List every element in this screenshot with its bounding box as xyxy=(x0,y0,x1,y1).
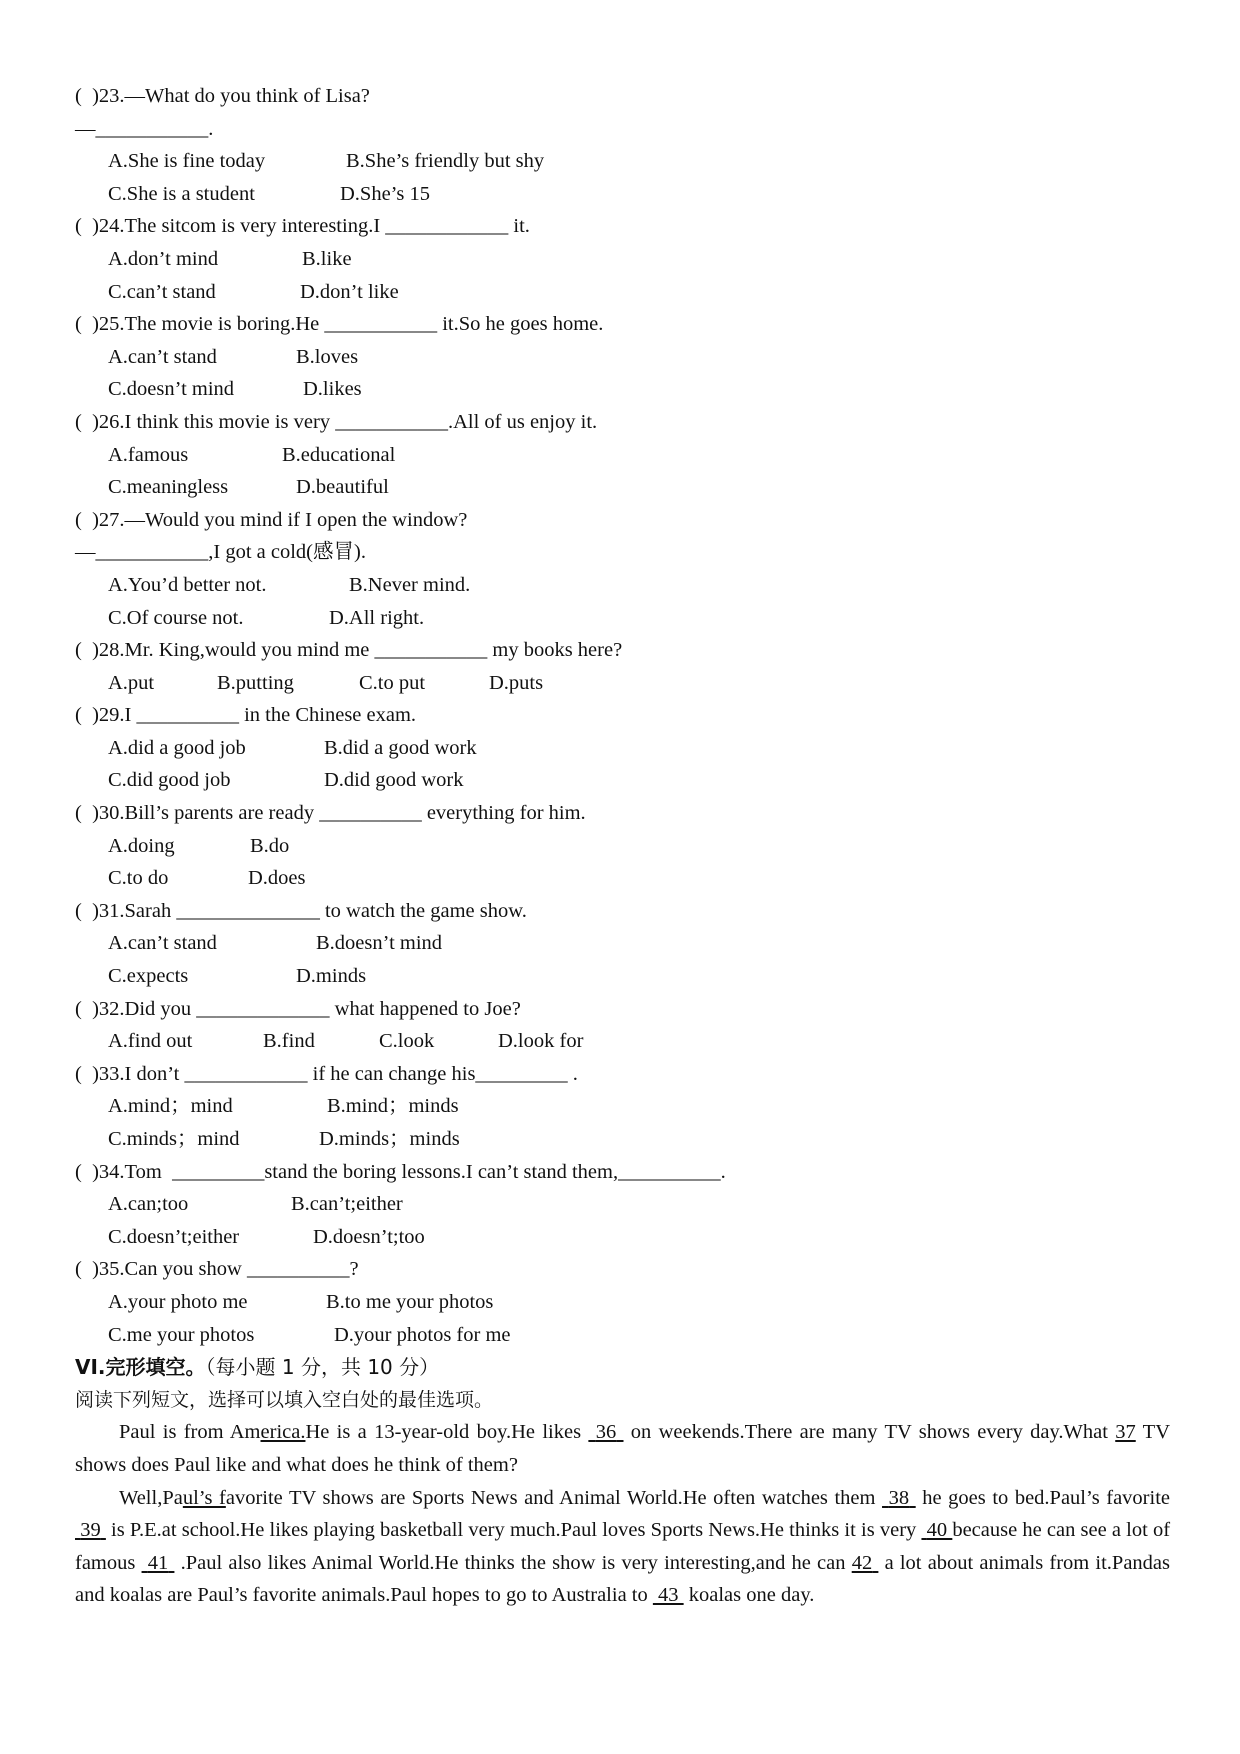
blank-number: 41 xyxy=(147,1551,169,1574)
option-row xyxy=(75,927,1170,960)
passage-text: He is a 13-year-old boy.He likes xyxy=(305,1421,589,1444)
blank-number: 38 xyxy=(888,1486,910,1509)
option-row xyxy=(75,1188,1170,1221)
option-d: D.minds xyxy=(296,965,367,988)
answer-blank-line: —___________. xyxy=(75,117,214,140)
question-23 xyxy=(75,80,1170,210)
option-d: D.puts xyxy=(489,671,544,694)
option-a: A.You’d better not. xyxy=(108,573,267,596)
question-stem: ( )29.I __________ in the Chinese exam. xyxy=(75,704,417,727)
answer-blank-line: —___________,I got a cold(感冒). xyxy=(75,541,366,564)
option-d: D.She’s 15 xyxy=(340,182,430,205)
option-a: A.She is fine today xyxy=(108,150,266,173)
option-a: A.find out xyxy=(108,1030,193,1053)
question-stem: ( )28.Mr. King,would you mind me ___________ my books here? xyxy=(75,639,623,662)
option-c: C.me your photos xyxy=(108,1323,255,1346)
blank-39 xyxy=(75,1519,106,1541)
question-stem: ( )31.Sarah ______________ to watch the game show. xyxy=(75,899,527,922)
option-d: D.did good work xyxy=(324,769,464,792)
blank-number: 39 xyxy=(80,1519,101,1542)
passage-text: .Paul also likes Animal World.He thinks the show is very interesting,and he can xyxy=(174,1551,852,1574)
option-a: A.famous xyxy=(108,443,189,466)
passage-text: avorite TV shows are Sports News and Animal World.He often watches them xyxy=(225,1486,883,1509)
question-24 xyxy=(75,210,1170,308)
option-row xyxy=(75,1123,1170,1156)
option-b: B.loves xyxy=(296,345,359,368)
option-c: C.look xyxy=(379,1030,435,1053)
passage-paragraph-2 xyxy=(75,1482,1170,1612)
option-d: D.All right. xyxy=(329,606,425,629)
option-b: B.find xyxy=(263,1030,315,1053)
blank-43 xyxy=(653,1584,684,1606)
question-35 xyxy=(75,1253,1170,1351)
blank-41 xyxy=(142,1552,175,1574)
option-a: A.can;too xyxy=(108,1193,189,1216)
passage-text: on weekends.There are many TV shows every day.What xyxy=(623,1421,1116,1444)
option-b: B.can’t;either xyxy=(291,1193,403,1216)
option-b: B.like xyxy=(302,247,352,270)
option-a: A.doing xyxy=(108,834,175,857)
question-27 xyxy=(75,504,1170,634)
question-stem: ( )35.Can you show __________? xyxy=(75,1258,359,1281)
blank-number: 36 xyxy=(595,1421,617,1444)
question-28 xyxy=(75,634,1170,699)
blank-number: 42 xyxy=(851,1551,873,1574)
passage-underline: ul’s f xyxy=(182,1486,226,1509)
question-29 xyxy=(75,699,1170,797)
question-stem: ( )26.I think this movie is very ___________.All of us enjoy it. xyxy=(75,410,598,433)
blank-42 xyxy=(852,1552,879,1574)
option-row xyxy=(75,1286,1170,1319)
passage-text: because he can see a lot of famous xyxy=(75,1519,1171,1574)
option-c: C.She is a student xyxy=(108,182,255,205)
question-30 xyxy=(75,797,1170,895)
passage-underline: erica. xyxy=(260,1421,306,1444)
option-row xyxy=(75,1025,1170,1058)
question-stem: ( )24.The sitcom is very interesting.I ____________ it. xyxy=(75,215,530,238)
option-d: D.does xyxy=(248,867,306,890)
option-row xyxy=(75,862,1170,895)
option-row xyxy=(75,602,1170,635)
blank-40 xyxy=(921,1519,952,1541)
option-row xyxy=(75,145,1170,178)
question-34 xyxy=(75,1156,1170,1254)
passage-paragraph-1 xyxy=(75,1416,1170,1481)
option-b: B.doesn’t mind xyxy=(316,932,443,955)
option-b: B.putting xyxy=(217,671,294,694)
blank-36 xyxy=(588,1421,623,1443)
option-c: C.can’t stand xyxy=(108,280,216,303)
option-row xyxy=(75,830,1170,863)
option-b: B.Never mind. xyxy=(349,573,471,596)
passage-text: Paul is from Am xyxy=(119,1421,261,1444)
passage-text: a lot about animals from it.Pandas and koalas are Paul’s favorite animals.Paul hopes to go to Australia to xyxy=(75,1551,1171,1607)
blank-number: 43 xyxy=(658,1584,679,1607)
option-c: C.minds；mind xyxy=(108,1128,240,1150)
option-row xyxy=(75,732,1170,765)
question-31 xyxy=(75,895,1170,993)
option-d: D.doesn’t;too xyxy=(313,1225,425,1248)
question-25 xyxy=(75,308,1170,406)
option-c: C.to put xyxy=(359,671,426,694)
question-stem: ( )33.I don’t ____________ if he can change his_________ . xyxy=(75,1062,578,1085)
option-c: C.Of course not. xyxy=(108,606,244,629)
option-row xyxy=(75,1090,1170,1123)
passage-text: he goes to bed.Paul’s favorite xyxy=(915,1486,1170,1509)
section-instruction: 阅读下列短文，选择可以填入空白处的最佳选项。 xyxy=(75,1388,494,1411)
option-row xyxy=(75,1319,1170,1352)
section-title: VI.完形填空。 xyxy=(75,1355,206,1380)
option-d: D.your photos for me xyxy=(334,1323,511,1346)
option-row xyxy=(75,373,1170,406)
question-stem: ( )23.—What do you think of Lisa? xyxy=(75,85,370,107)
option-row xyxy=(75,960,1170,993)
option-a: A.don’t mind xyxy=(108,247,219,270)
option-row xyxy=(75,439,1170,472)
option-d: D.look for xyxy=(498,1030,584,1053)
option-d: D.likes xyxy=(303,378,362,401)
passage-text: Well,Pa xyxy=(119,1486,183,1509)
question-33 xyxy=(75,1058,1170,1156)
option-row xyxy=(75,341,1170,374)
question-stem: ( )32.Did you _____________ what happened to Joe? xyxy=(75,997,521,1020)
option-b: B.educational xyxy=(282,443,396,466)
blank-number: 40 xyxy=(926,1519,953,1542)
option-b: B.She’s friendly but shy xyxy=(346,150,545,173)
question-stem: ( )30.Bill’s parents are ready __________ everything for him. xyxy=(75,802,586,825)
passage-text: is P.E.at school.He likes playing basketball very much.Paul loves Sports News.He thinks it is very xyxy=(105,1519,922,1542)
option-a: A.did a good job xyxy=(108,736,246,759)
option-row xyxy=(75,764,1170,797)
option-c: C.expects xyxy=(108,965,189,988)
option-c: C.did good job xyxy=(108,769,231,792)
option-d: D.beautiful xyxy=(296,476,389,499)
exam-page xyxy=(75,80,1170,1612)
question-26 xyxy=(75,406,1170,504)
passage-text: TV shows does Paul like and what does he think of them? xyxy=(75,1421,1170,1476)
option-row xyxy=(75,243,1170,276)
option-c: C.to do xyxy=(108,867,169,890)
blank-number: 37 xyxy=(1115,1421,1136,1444)
option-a: A.can’t stand xyxy=(108,345,217,368)
option-c: C.meaningless xyxy=(108,476,229,499)
section-points: （每小题 1 分，共 10 分） xyxy=(205,1355,440,1380)
option-a: A.your photo me xyxy=(108,1290,248,1313)
question-32 xyxy=(75,993,1170,1058)
option-row xyxy=(75,1221,1170,1254)
option-row xyxy=(75,471,1170,504)
option-b: B.mind；minds xyxy=(327,1095,459,1118)
option-b: B.do xyxy=(250,834,290,857)
option-d: D.don’t like xyxy=(300,280,399,303)
section-heading xyxy=(75,1351,1170,1384)
option-b: B.to me your photos xyxy=(326,1290,494,1313)
blank-37 xyxy=(1115,1421,1136,1443)
question-stem: ( )27.—Would you mind if I open the window? xyxy=(75,508,468,531)
option-d: D.minds；minds xyxy=(319,1128,460,1150)
option-c: C.doesn’t mind xyxy=(108,378,235,401)
option-a: A.can’t stand xyxy=(108,932,217,955)
option-row xyxy=(75,178,1170,211)
option-a: A.mind；mind xyxy=(108,1095,233,1118)
question-stem: ( )25.The movie is boring.He ___________ it.So he goes home. xyxy=(75,313,604,336)
passage-text: koalas one day. xyxy=(683,1584,815,1607)
option-c: C.doesn’t;either xyxy=(108,1225,240,1248)
option-row xyxy=(75,276,1170,309)
question-stem: ( )34.Tom _________stand the boring lessons.I can’t stand them,__________. xyxy=(75,1160,726,1183)
option-a: A.put xyxy=(108,671,155,694)
option-row xyxy=(75,667,1170,700)
option-row xyxy=(75,569,1170,602)
blank-38 xyxy=(882,1487,916,1509)
option-b: B.did a good work xyxy=(324,736,477,759)
